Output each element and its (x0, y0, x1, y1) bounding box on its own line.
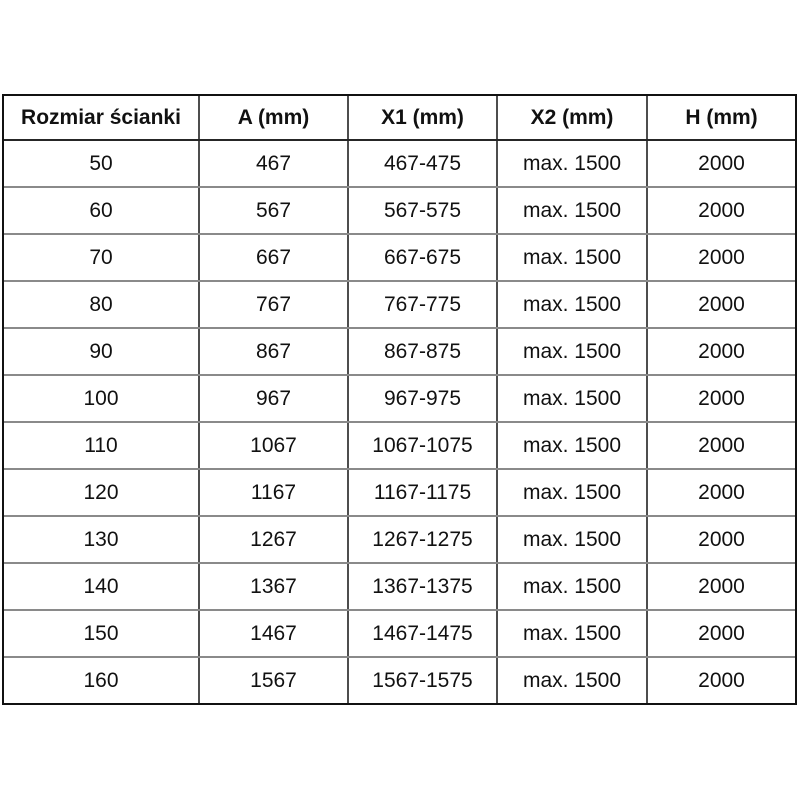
cell-x2: max. 1500 (497, 422, 647, 469)
cell-h: 2000 (647, 140, 795, 187)
cell-h: 2000 (647, 187, 795, 234)
cell-x1: 967-975 (348, 375, 497, 422)
cell-h: 2000 (647, 610, 795, 657)
cell-h: 2000 (647, 563, 795, 610)
cell-x2: max. 1500 (497, 469, 647, 516)
cell-a: 767 (199, 281, 348, 328)
cell-x1: 1367-1375 (348, 563, 497, 610)
cell-a: 967 (199, 375, 348, 422)
size-spec-table (4, 96, 795, 703)
cell-size: 140 (4, 563, 199, 610)
cell-x1: 1067-1075 (348, 422, 497, 469)
cell-x2: max. 1500 (497, 375, 647, 422)
cell-h: 2000 (647, 469, 795, 516)
cell-a: 467 (199, 140, 348, 187)
cell-x2: max. 1500 (497, 516, 647, 563)
cell-a: 667 (199, 234, 348, 281)
cell-x1: 1167-1175 (348, 469, 497, 516)
table-row (4, 563, 795, 610)
cell-a: 1367 (199, 563, 348, 610)
cell-a: 567 (199, 187, 348, 234)
cell-x1: 767-775 (348, 281, 497, 328)
cell-size: 160 (4, 657, 199, 703)
cell-size: 50 (4, 140, 199, 187)
cell-x2: max. 1500 (497, 657, 647, 703)
column-header-rozmiar-scianki: Rozmiar ścianki (4, 96, 199, 140)
cell-x1: 867-875 (348, 328, 497, 375)
cell-x2: max. 1500 (497, 140, 647, 187)
cell-h: 2000 (647, 422, 795, 469)
cell-h: 2000 (647, 234, 795, 281)
table-row (4, 375, 795, 422)
cell-h: 2000 (647, 375, 795, 422)
table-row (4, 234, 795, 281)
column-header-x1-mm: X1 (mm) (348, 96, 497, 140)
table-row (4, 610, 795, 657)
cell-size: 150 (4, 610, 199, 657)
cell-x2: max. 1500 (497, 281, 647, 328)
cell-a: 1067 (199, 422, 348, 469)
cell-h: 2000 (647, 328, 795, 375)
cell-x1: 567-575 (348, 187, 497, 234)
cell-x2: max. 1500 (497, 328, 647, 375)
cell-size: 120 (4, 469, 199, 516)
column-header-x2-mm: X2 (mm) (497, 96, 647, 140)
cell-x1: 667-675 (348, 234, 497, 281)
cell-x2: max. 1500 (497, 610, 647, 657)
cell-a: 1567 (199, 657, 348, 703)
cell-x1: 1267-1275 (348, 516, 497, 563)
table-row (4, 140, 795, 187)
header-row (4, 96, 795, 140)
table-row (4, 469, 795, 516)
cell-size: 130 (4, 516, 199, 563)
table-row (4, 187, 795, 234)
table-row (4, 657, 795, 703)
cell-size: 80 (4, 281, 199, 328)
cell-x1: 467-475 (348, 140, 497, 187)
table-row (4, 516, 795, 563)
size-spec-table-container (2, 94, 797, 705)
cell-x1: 1567-1575 (348, 657, 497, 703)
cell-size: 110 (4, 422, 199, 469)
table-row (4, 281, 795, 328)
cell-x2: max. 1500 (497, 563, 647, 610)
cell-size: 70 (4, 234, 199, 281)
cell-a: 867 (199, 328, 348, 375)
cell-size: 90 (4, 328, 199, 375)
table-row (4, 422, 795, 469)
column-header-h-mm: H (mm) (647, 96, 795, 140)
cell-a: 1167 (199, 469, 348, 516)
cell-a: 1267 (199, 516, 348, 563)
cell-h: 2000 (647, 516, 795, 563)
column-header-a-mm: A (mm) (199, 96, 348, 140)
cell-x1: 1467-1475 (348, 610, 497, 657)
cell-x2: max. 1500 (497, 234, 647, 281)
cell-x2: max. 1500 (497, 187, 647, 234)
cell-size: 100 (4, 375, 199, 422)
cell-size: 60 (4, 187, 199, 234)
cell-h: 2000 (647, 281, 795, 328)
cell-a: 1467 (199, 610, 348, 657)
table-row (4, 328, 795, 375)
cell-h: 2000 (647, 657, 795, 703)
